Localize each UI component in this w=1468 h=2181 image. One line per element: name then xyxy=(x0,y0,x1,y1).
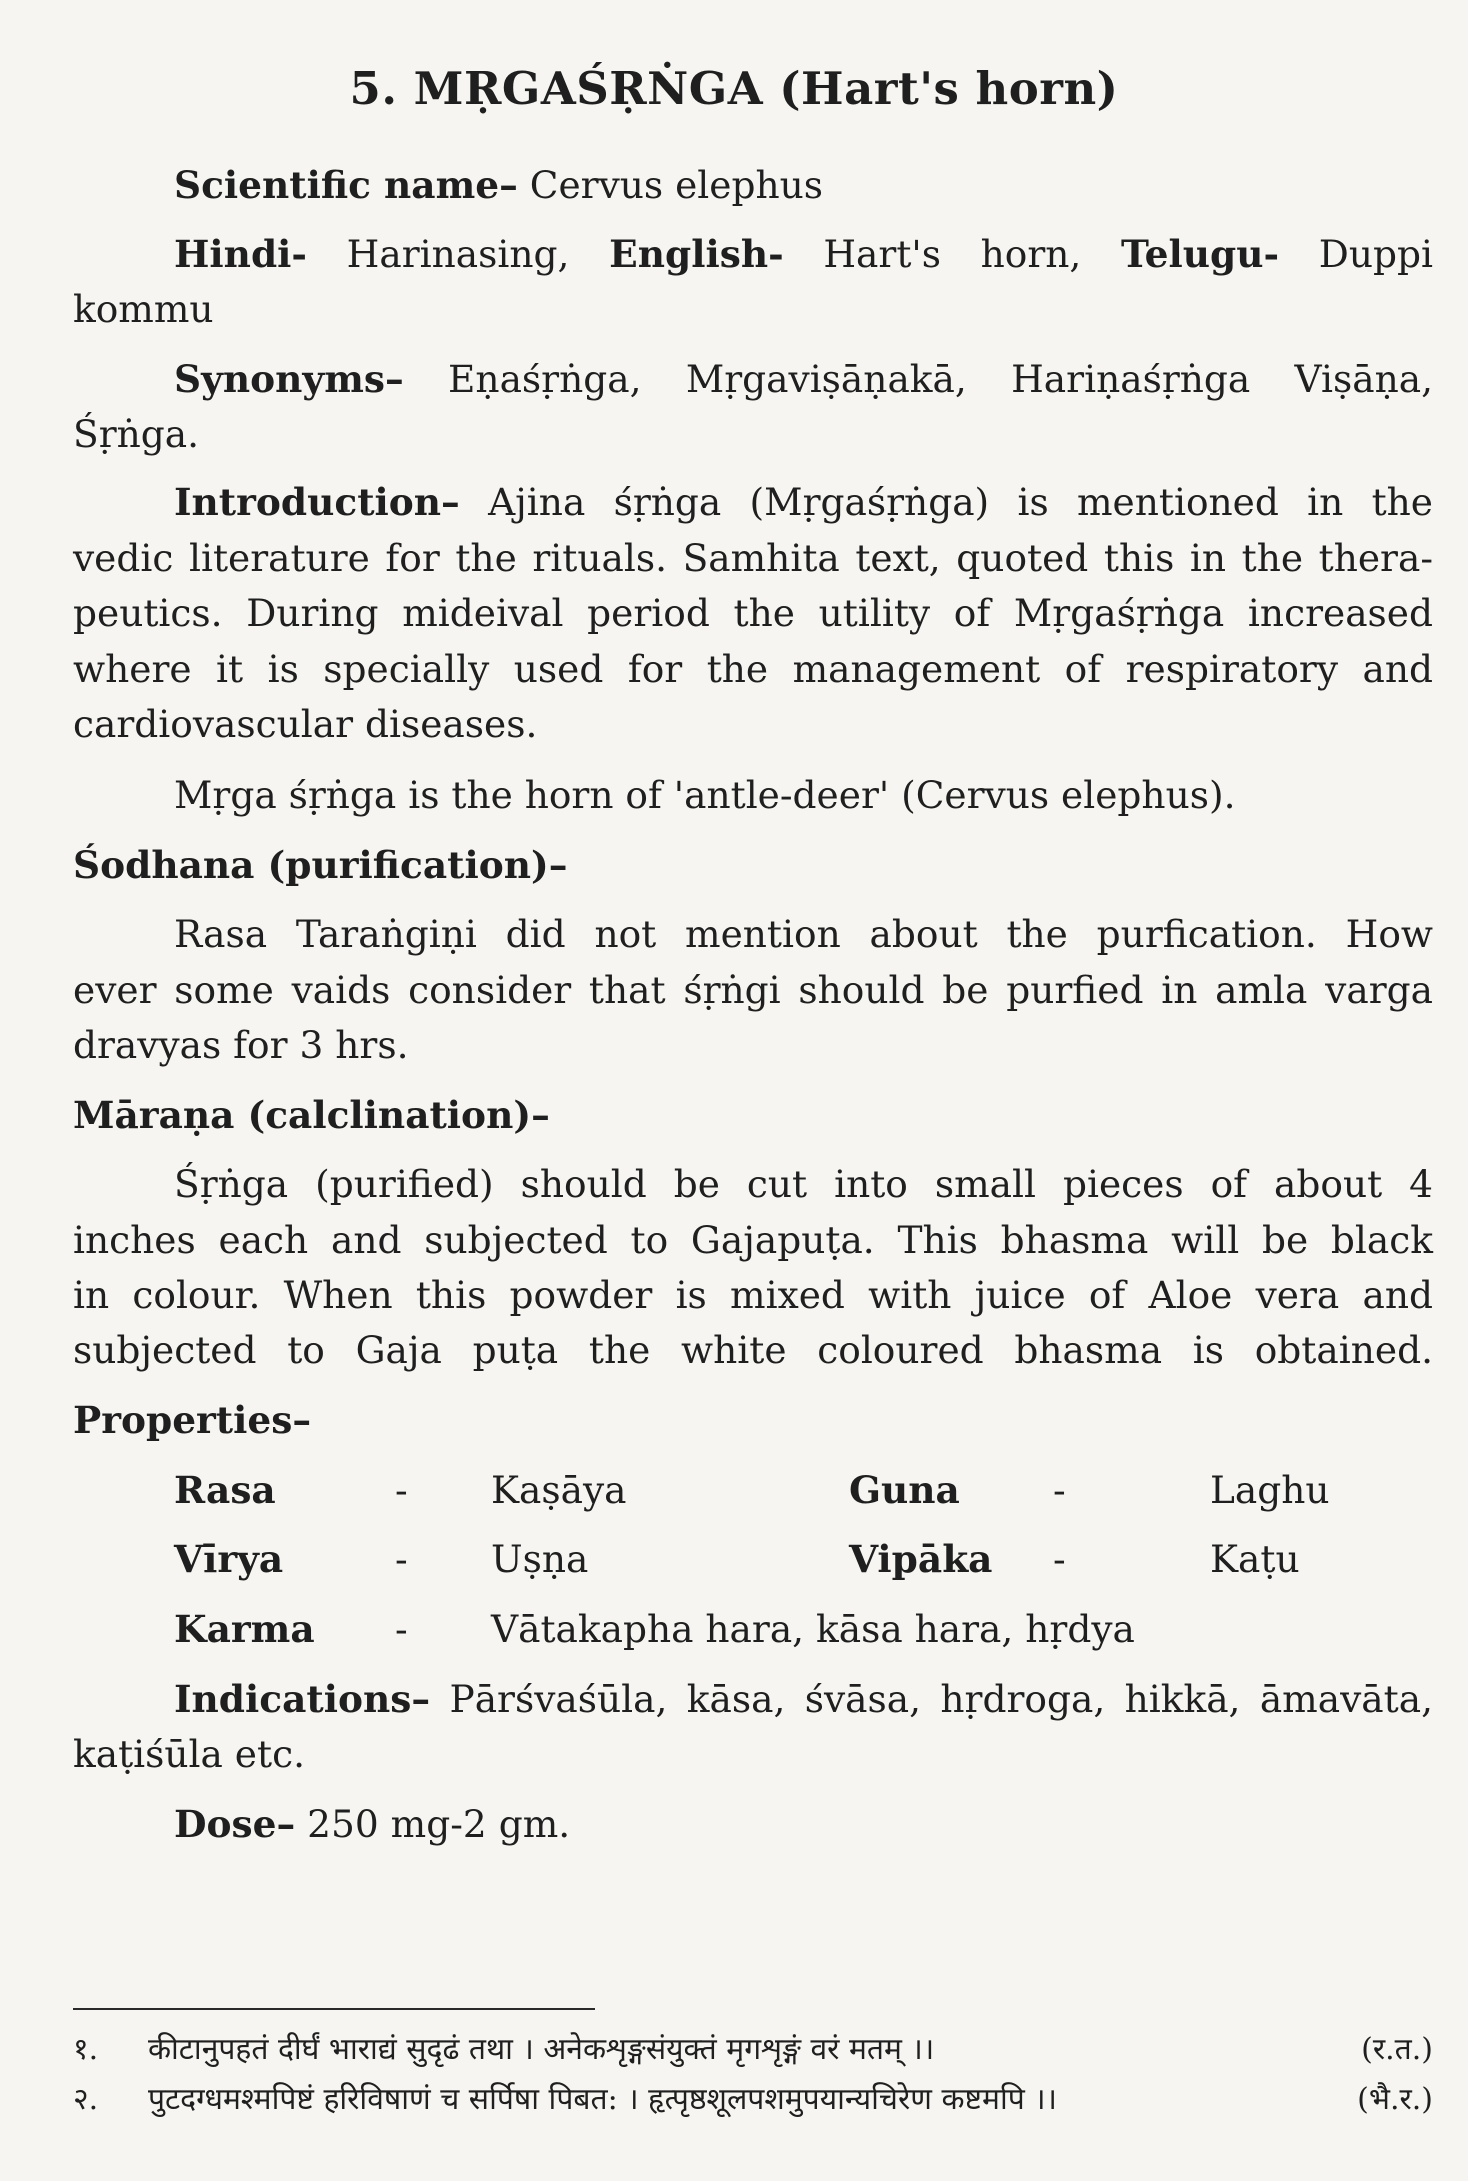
english-label: English- xyxy=(609,232,784,276)
indications-line-1 xyxy=(174,1672,1433,1727)
footnote-verse: कीटानुपहतं दीर्घं भाराद्यं सुदृढं तथा । अनेकशृङ्गसंयुक्तं मृगशृङ्गं वरं मतम् ।। xyxy=(148,2032,935,2067)
vipaka-label: Vipāka xyxy=(849,1537,993,1581)
synonyms-value: Eṇaśṛṅga, Mṛgaviṣāṇakā, Hariṇaśṛṅga Viṣāṇa, xyxy=(403,357,1433,401)
introduction-line-1 xyxy=(174,475,1433,530)
virya-label: Vīrya xyxy=(174,1537,284,1581)
karma-label: Karma xyxy=(174,1607,315,1651)
marana-line-1: Śṛṅga (purified) should be cut into small pieces of about 4 xyxy=(174,1162,1433,1206)
hindi-label: Hindi- xyxy=(174,232,307,276)
guna-value: Laghu xyxy=(1210,1468,1330,1512)
rasa-dash: - xyxy=(395,1468,408,1512)
synonyms-label: Synonyms– xyxy=(174,357,404,401)
indications-label: Indications– xyxy=(174,1677,431,1721)
vernacular-names-line xyxy=(174,227,1433,282)
footnote-number: २. xyxy=(73,2082,99,2117)
introduction-line-2: vedic literature for the rituals. Samhita text, quoted this in the thera- xyxy=(73,536,1433,580)
sodhana-line-2: ever some vaids consider that śṛṅgi should be purfied in amla varga xyxy=(73,968,1433,1012)
guna-dash: - xyxy=(1053,1468,1066,1512)
introduction-line-3: peutics. During mideival period the utility of Mṛgaśṛṅga increased xyxy=(73,591,1433,635)
footnote-source: (भै.र.) xyxy=(1357,2082,1433,2117)
sodhana-heading: Śodhana (purification)– xyxy=(73,843,568,887)
marana-line-2: inches each and subjected to Gajapuṭa. This bhasma will be black xyxy=(73,1218,1433,1262)
virya-value: Uṣṇa xyxy=(491,1537,589,1581)
rasa-label: Rasa xyxy=(174,1468,276,1512)
footnote-source: (र.त.) xyxy=(1361,2032,1433,2067)
indications-line-2: kaṭiśūla etc. xyxy=(73,1732,305,1776)
introduction-line-5: cardiovascular diseases. xyxy=(73,702,538,746)
scientific-name-label: Scientific name– xyxy=(174,163,518,207)
rasa-value: Kaṣāya xyxy=(491,1468,627,1512)
scientific-name-line xyxy=(174,158,1433,213)
guna-label: Guna xyxy=(849,1468,960,1512)
telugu-continuation: kommu xyxy=(73,287,214,331)
hindi-value: Harinasing, xyxy=(306,232,610,276)
footnote-divider xyxy=(73,2008,595,2010)
introduction-text: Ajina śṛṅga (Mṛgaśṛṅga) is mentioned in the xyxy=(459,480,1433,524)
karma-value: Vātakapha hara, kāsa hara, hṛdya xyxy=(491,1607,1135,1651)
dose-label: Dose– xyxy=(174,1802,296,1846)
sodhana-line-3: dravyas for 3 hrs. xyxy=(73,1023,409,1067)
telugu-label: Telugu- xyxy=(1121,232,1280,276)
introduction-line-4: where it is specially used for the management of respiratory and xyxy=(73,647,1433,691)
synonyms-continuation: Śṛṅga. xyxy=(73,412,200,456)
telugu-value: Duppi xyxy=(1279,232,1433,276)
marana-heading: Māraṇa (calclination)– xyxy=(73,1093,550,1137)
dose-value: 250 mg-2 gm. xyxy=(295,1802,571,1846)
vipaka-dash: - xyxy=(1053,1537,1066,1581)
virya-dash: - xyxy=(395,1537,408,1581)
vipaka-value: Kaṭu xyxy=(1210,1537,1300,1581)
footnote-verse: पुटदग्धमश्मपिष्टं हरिविषाणं च सर्पिषा पिबत: । हृत्पृष्ठशूलपशमुपयान्यचिरेण कष्टमपि ।। xyxy=(148,2082,1058,2117)
page-title: 5. MṚGAŚṚṄGA (Hart's horn) xyxy=(349,62,1119,115)
english-value: Hart's horn, xyxy=(783,232,1122,276)
introduction-label: Introduction– xyxy=(174,480,460,524)
karma-dash: - xyxy=(395,1607,408,1651)
footnote-number: १. xyxy=(73,2032,99,2067)
marana-line-4: subjected to Gaja puṭa the white coloured bhasma is obtained. xyxy=(73,1328,1433,1372)
sodhana-line-1: Rasa Taraṅgiṇi did not mention about the purfication. How xyxy=(174,912,1433,956)
marana-line-3: in colour. When this powder is mixed with juice of Aloe vera and xyxy=(73,1273,1433,1317)
properties-heading: Properties– xyxy=(73,1398,312,1442)
introduction-paragraph-2: Mṛga śṛṅga is the horn of 'antle-deer' (Cervus elephus). xyxy=(174,773,1236,817)
scientific-name-value: Cervus elephus xyxy=(517,163,824,207)
dose-line xyxy=(174,1797,1433,1852)
synonyms-line xyxy=(174,352,1433,407)
indications-value: Pārśvaśūla, kāsa, śvāsa, hṛdroga, hikkā, āmavāta, xyxy=(430,1677,1433,1721)
